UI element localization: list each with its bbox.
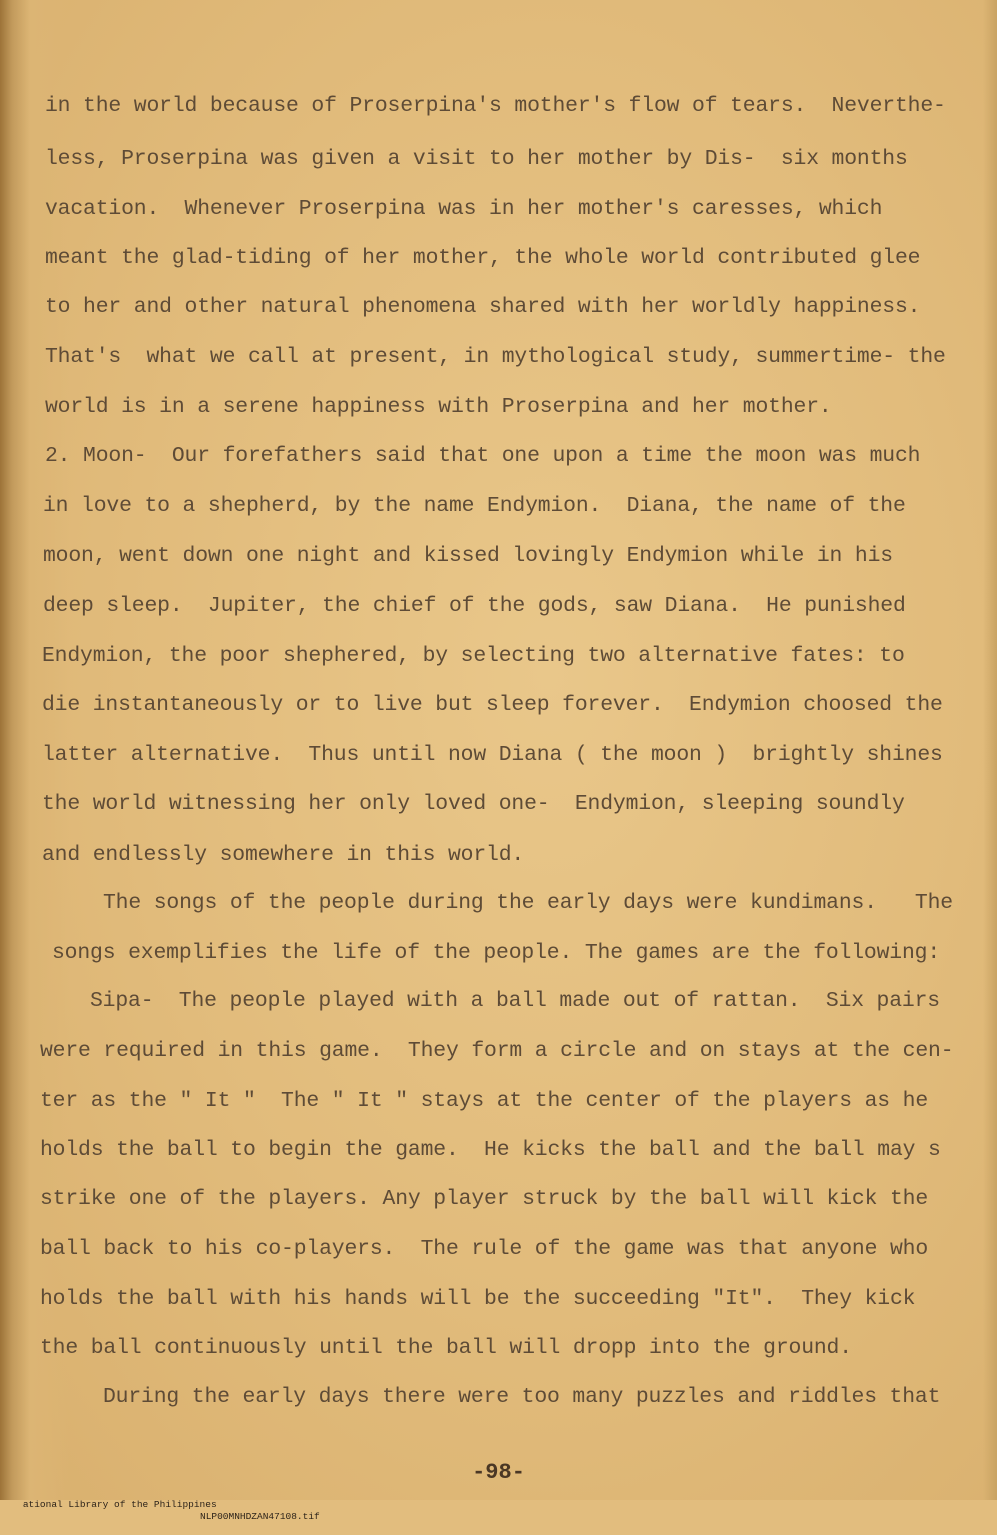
text-line-16: and endlessly somewhere in this world. [42, 843, 525, 867]
text-line-4: meant the glad-tiding of her mother, the whole world contributed glee [45, 246, 921, 270]
text-line-13: die instantaneously or to live but sleep forever. Endymion choosed the [42, 693, 943, 717]
text-line-19: Sipa- The people played with a ball made out of rattan. Six pairs [90, 989, 940, 1013]
text-line-12: Endymion, the poor shephered, by selecting two alternative fates: to [42, 644, 905, 668]
text-line-20: were required in this game. They form a circle and on stays at the cen- [40, 1039, 954, 1063]
footer-filename: NLP00MNHDZAN47108.tif [200, 1511, 320, 1522]
text-line-2: less, Proserpina was given a visit to her mother by Dis- six months [45, 147, 908, 171]
text-line-11: deep sleep. Jupiter, the chief of the gods, saw Diana. He punished [43, 594, 906, 618]
page-edge-shadow [983, 0, 997, 1500]
text-line-1: in the world because of Proserpina's mother's flow of tears. Neverthe- [45, 94, 946, 118]
text-line-24: ball back to his co-players. The rule of the game was that anyone who [40, 1237, 929, 1261]
text-line-7: world is in a serene happiness with Proserpina and her mother. [45, 395, 832, 419]
text-line-17: The songs of the people during the early days were kundimans. The [103, 891, 953, 915]
text-line-25: holds the ball with his hands will be the succeeding "It". They kick [40, 1287, 916, 1311]
text-line-6: That's what we call at present, in mythological study, summertime- the [45, 345, 946, 369]
text-line-5: to her and other natural phenomena shared with her worldly happiness. [45, 295, 921, 319]
text-line-9: in love to a shepherd, by the name Endymion. Diana, the name of the [43, 494, 906, 518]
page-number: -98- [472, 1460, 525, 1485]
scan-footer [0, 1487, 320, 1535]
text-line-15: the world witnessing her only loved one- Endymion, sleeping soundly [42, 792, 905, 816]
text-line-27: During the early days there were too many puzzles and riddles that [103, 1385, 941, 1409]
text-line-18: songs exemplifies the life of the people. The games are the following: [52, 941, 941, 965]
text-line-21: ter as the " It " The " It " stays at the center of the players as he [40, 1089, 929, 1113]
text-line-22: holds the ball to begin the game. He kicks the ball and the ball may s [40, 1138, 941, 1162]
text-line-23: strike one of the players. Any player struck by the ball will kick the [40, 1187, 929, 1211]
text-line-14: latter alternative. Thus until now Diana ( the moon ) brightly shines [42, 743, 943, 767]
text-line-8: 2. Moon- Our forefathers said that one upon a time the moon was much [45, 444, 921, 468]
footer-library: ational Library of the Philippines [22, 1499, 217, 1510]
text-line-26: the ball continuously until the ball will dropp into the ground. [40, 1336, 852, 1360]
text-line-10: moon, went down one night and kissed lovingly Endymion while in his [43, 544, 893, 568]
text-line-3: vacation. Whenever Proserpina was in her mother's caresses, which [45, 197, 883, 221]
